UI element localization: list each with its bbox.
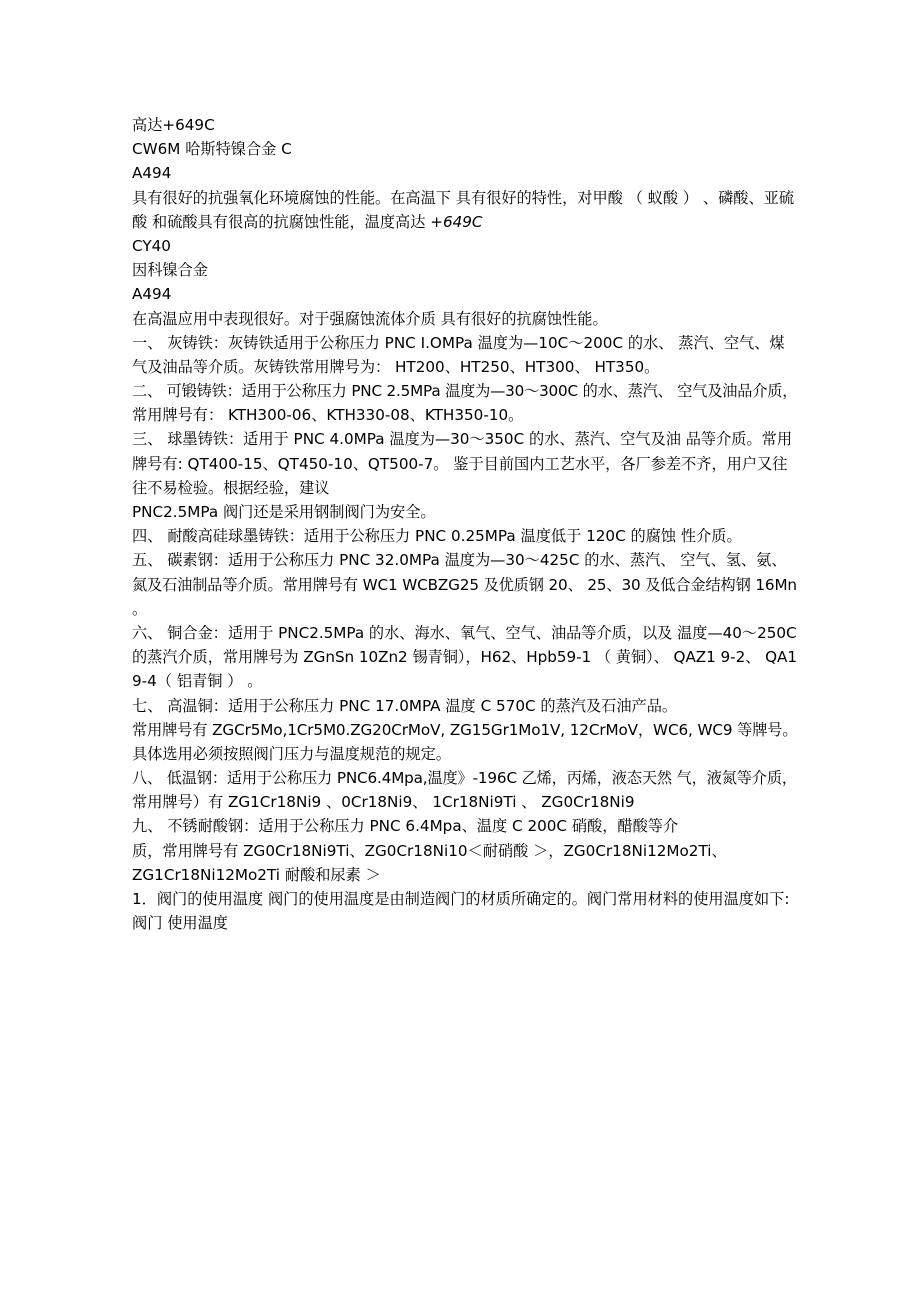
document-body [132, 113, 797, 935]
text-line: 1．阀门的使用温度 阀门的使用温度是由制造阀门的材质所确定的。阀门常用材料的使用温度如下: [132, 890, 790, 908]
text-line: 八、 低温钢：适用于公称压力 PNC6.4Mpa,温度》-196C 乙烯，丙烯，液态天然 气，液氮等介质， [132, 769, 797, 788]
text-line: 的蒸汽介质，常用牌号为 ZGnSn 10Zn2 锡青铜），H62、Hpb59-1 （ 黄铜）、 QAZ1 9-2、 QA1 [132, 648, 797, 667]
text-line: 高达+649C [132, 116, 215, 134]
text-line: 因科镍合金 [132, 261, 208, 280]
text-line: 七、 高温铜：适用于公称压力 PNC 17.0MPA 温度 C 570C 的蒸汽及石油产品。 [132, 696, 678, 715]
text-line: 具体选用必须按照阀门压力与温度规范的规定。 [132, 744, 451, 763]
text-line: 六、 铜合金：适用于 PNC2.5MPa 的水、海水、氧气、空气、油品等介质，以及 温度—40〜250C [132, 623, 797, 642]
text-line: CW6M 哈斯特镍合金 C [132, 140, 292, 159]
italic-temperature: +649C [430, 212, 483, 231]
text-line: 九、 不锈耐酸钢：适用于公称压力 PNC 6.4Mpa、温度 C 200C 硝酸，醋酸等介 [132, 817, 679, 836]
text-line: PNC2.5MPa 阀门还是采用钢制阀门为安全。 [132, 503, 436, 521]
text-line: 9-4（ 铝青铜 ） 。 [132, 672, 263, 691]
text-segment: 酸 和硫酸具有很高的抗腐蚀性能，温度高达 [132, 212, 426, 231]
text-line: ZG1Cr18Ni12Mo2Ti 耐酸和尿素 ＞ [132, 865, 381, 884]
text-line: 一、 灰铸铁：灰铸铁适用于公称压力 PNC I.OMPa 温度为—10C〜200C 的水、 蒸汽、空气、煤 [132, 333, 785, 352]
text-line: 质，常用牌号有 ZG0Cr18Ni9Ti、ZG0Cr18Ni10＜耐硝酸 ＞，ZG0Cr18Ni12Mo2Ti、 [132, 841, 727, 860]
text-line: A494 [132, 164, 172, 183]
text-line: 常用牌号）有 ZG1Cr18Ni9 、0Cr18Ni9、 1Cr18Ni9Ti 、 ZG0Cr18Ni9 [132, 793, 635, 812]
text-line: 四、 耐酸高硅球墨铸铁：适用于公称压力 PNC 0.25MPa 温度低于 120C 的腐蚀 性介质。 [132, 527, 742, 546]
text-line: 常用牌号有 ZGCr5Mo,1Cr5M0.ZG20CrMoV, ZG15Gr1Mo1V, 12CrMoV，WC6, WC9 等牌号。 [132, 720, 798, 739]
text-line: CY40 [132, 236, 171, 255]
text-line: 五、 碳素钢：适用于公称压力 PNC 32.0MPa 温度为—30〜425C 的水、蒸汽、 空气、氢、氨、 [132, 551, 787, 570]
text-line: 氮及石油制品等介质。常用牌号有 WC1 WCBZG25 及优质钢 20、 25、30 及低合金结构钢 16Mn [132, 575, 797, 594]
text-line: 。 [132, 599, 148, 618]
text-line: 在高温应用中表现很好。对于强腐蚀流体介质 具有很好的抗腐蚀性能。 [132, 309, 608, 328]
text-line [132, 210, 797, 234]
text-line: 气及油品等介质。灰铸铁常用牌号为： HT200、HT250、HT300、 HT350。 [132, 357, 660, 376]
text-line: 牌号有: QT400-15、QT450-10、QT500-7。 鉴于目前国内工艺水平，各厂参差不齐，用户又往 [132, 454, 788, 473]
text-line: 二、 可锻铸铁：适用于公称压力 PNC 2.5MPa 温度为—30〜300C 的水、蒸汽、 空气及油品介质， [132, 382, 798, 401]
text-line: 三、 球墨铸铁：适用于 PNC 4.0MPa 温度为—30〜350C 的水、蒸汽、空气及油 品等介质。常用 [132, 430, 793, 449]
text-line: 常用牌号有： KTH300-06、KTH330-08、KTH350-10。 [132, 406, 524, 425]
text-line: 具有很好的抗强氧化环境腐蚀的性能。在高温下 具有很好的特性，对甲酸 （ 蚁酸 ） 、磷酸、亚硫 [132, 188, 795, 207]
text-line: 往不易检验。根据经验，建议 [132, 478, 330, 497]
text-line: A494 [132, 285, 172, 304]
text-line: 阀门 使用温度 [132, 914, 228, 933]
